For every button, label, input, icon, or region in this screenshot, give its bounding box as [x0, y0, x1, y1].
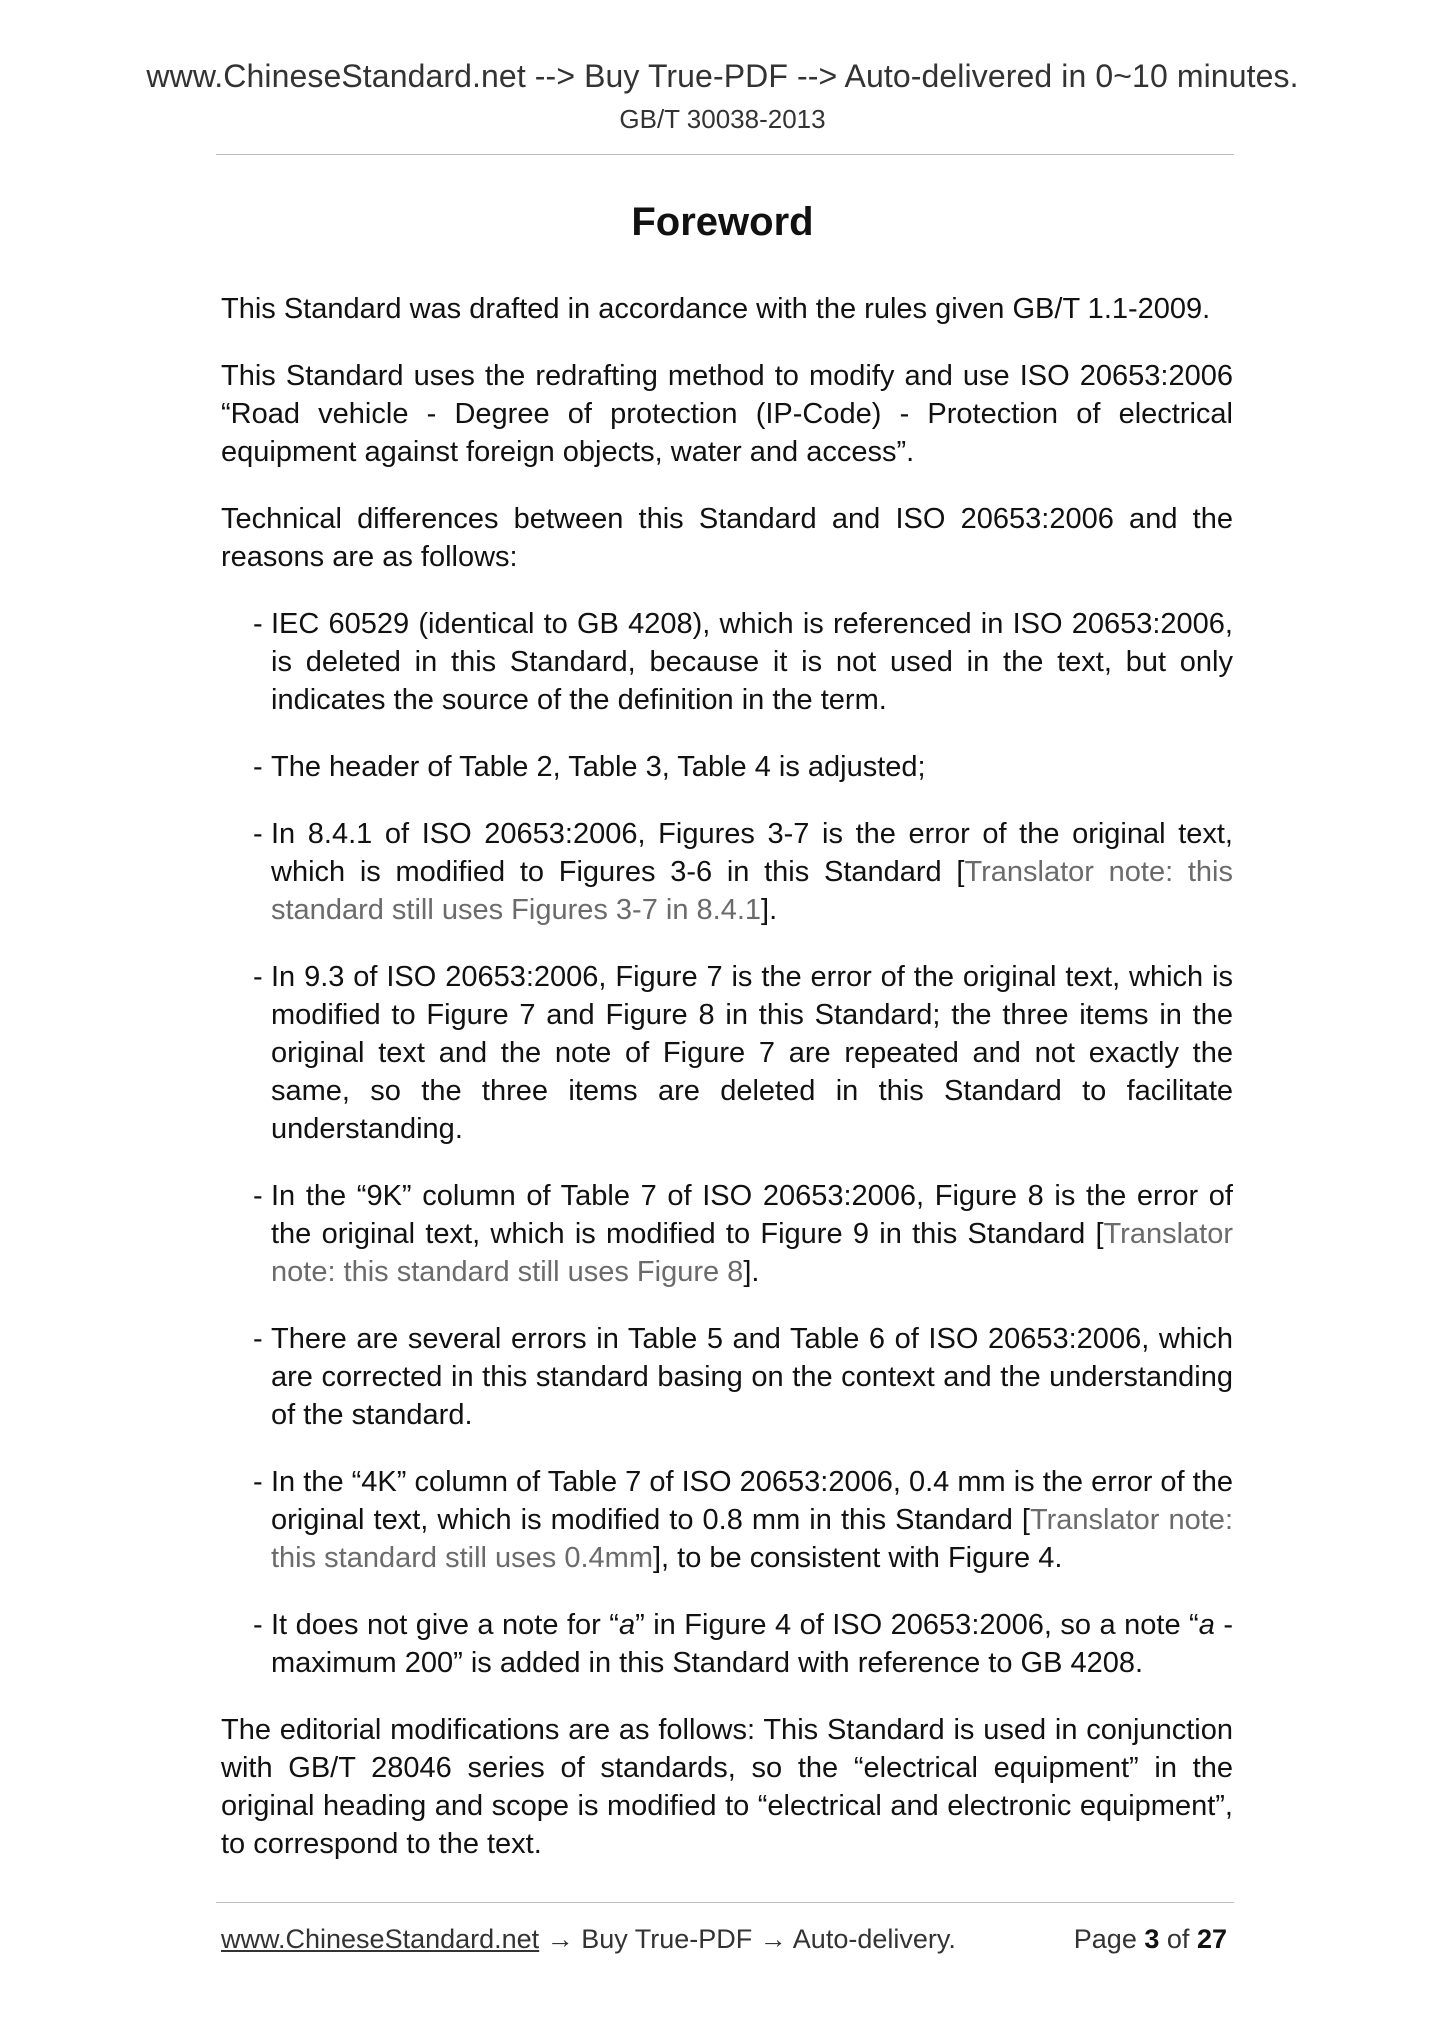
italic-a: a — [618, 1609, 636, 1641]
footer-divider — [216, 1902, 1234, 1903]
list-dash: - — [253, 961, 263, 993]
page-word: Page — [1073, 1924, 1137, 1954]
item-text: The header of Table 2, Table 3, Table 4 is adjusted; — [271, 751, 926, 783]
item-text: It does not give a note for “ — [271, 1609, 619, 1641]
page-current: 3 — [1144, 1924, 1160, 1954]
italic-a: a — [1198, 1609, 1215, 1641]
item-text: There are several errors in Table 5 and Table 6 of ISO 20653:2006, which are corrected in this standard basing on the context and the understanding of the standard. — [271, 1323, 1233, 1431]
translator-note: Translator note: this standard still uses Figure 8 — [271, 1218, 1233, 1288]
arrow-icon: → — [546, 1924, 574, 1954]
item-text-end: - maximum 200” is added in this Standard with reference to GB 4208. — [271, 1609, 1233, 1679]
arrow-icon: → — [759, 1924, 787, 1954]
page-title: Foreword — [631, 200, 814, 244]
footer-delivery-text: Auto-delivery. — [792, 1924, 956, 1954]
item-text-end: ], to be consistent with Figure 4. — [652, 1542, 1063, 1574]
item-text: In 8.4.1 of ISO 20653:2006, Figures 3-7 is the error of the original text, which is modified to Figures 3-6 in this Standard [ — [271, 818, 1233, 888]
item-text-end: ]. — [761, 894, 778, 926]
list-item — [221, 1606, 1233, 1682]
list-dash: - — [253, 1180, 263, 1212]
list-dash: - — [253, 1466, 263, 1498]
item-text: In the “9K” column of Table 7 of ISO 20653:2006, Figure 8 is the error of the original text, which is modified to Figure 9 in this Standard [ — [271, 1180, 1233, 1250]
list-dash: - — [253, 1323, 263, 1355]
item-text-mid: ” in Figure 4 of ISO 20653:2006, so a note “ — [635, 1609, 1199, 1641]
header-banner: www.ChineseStandard.net --> Buy True-PDF --> Auto-delivered in 0~10 minutes. — [146, 58, 1299, 94]
list-item — [221, 1177, 1233, 1291]
translator-note: Translator note: this standard still uses Figures 3-7 in 8.4.1 — [271, 856, 1233, 926]
header-divider — [216, 154, 1234, 155]
translator-note: Translator note: this standard still uses 0.4mm — [271, 1504, 1233, 1574]
standard-number: GB/T 30038-2013 — [619, 104, 826, 134]
paragraph-redrafting-method: This Standard uses the redrafting method to modify and use ISO 20653:2006 “Road vehicle - Degree of protection (IP-Code) - Protection of electrical equipment against foreign objects, water and access”. — [221, 360, 1233, 468]
item-text-end: ]. — [743, 1256, 760, 1288]
paragraph-editorial-modifications: The editorial modifications are as follows: This Standard is used in conjunction with GB/T 28046 series of standards, so the “electrical equipment” in the original heading and scope is modified to “electrical and electronic equipment”, to correspond to the text. — [221, 1714, 1233, 1860]
paragraph-technical-differences: Technical differences between this Standard and ISO 20653:2006 and the reasons are as follows: — [221, 503, 1233, 573]
item-text: In 9.3 of ISO 20653:2006, Figure 7 is the error of the original text, which is modified to Figure 7 and Figure 8 in this Standard; the three items in the original text and the note of Figure 7 are repeated and not exactly the same, so the three items are deleted in this Standard to facilitate understanding. — [271, 961, 1233, 1145]
list-item — [221, 748, 1233, 786]
footer-promo — [221, 1924, 956, 1955]
list-dash: - — [253, 608, 263, 640]
list-dash: - — [253, 751, 263, 783]
list-item — [221, 1320, 1233, 1434]
body-text — [221, 290, 1233, 1892]
paragraph-drafting-rules: This Standard was drafted in accordance with the rules given GB/T 1.1-2009. — [221, 293, 1211, 325]
list-item — [221, 605, 1233, 719]
item-text: IEC 60529 (identical to GB 4208), which is referenced in ISO 20653:2006, is deleted in this Standard, because it is not used in the text, but only indicates the source of the definition in the term. — [271, 608, 1233, 716]
footer-buy-text: Buy True-PDF — [581, 1924, 753, 1954]
page-indicator — [1074, 1924, 1227, 1955]
of-word: of — [1166, 1924, 1190, 1954]
page-total: 27 — [1196, 1924, 1227, 1954]
list-item — [221, 815, 1233, 929]
list-dash: - — [253, 818, 263, 850]
list-item — [221, 958, 1233, 1148]
list-dash: - — [253, 1609, 263, 1641]
footer-site-link[interactable]: www.ChineseStandard.net — [221, 1924, 540, 1954]
item-text: In the “4K” column of Table 7 of ISO 20653:2006, 0.4 mm is the error of the original text, which is modified to 0.8 mm in this Standard [ — [271, 1466, 1233, 1536]
list-item — [221, 1463, 1233, 1577]
